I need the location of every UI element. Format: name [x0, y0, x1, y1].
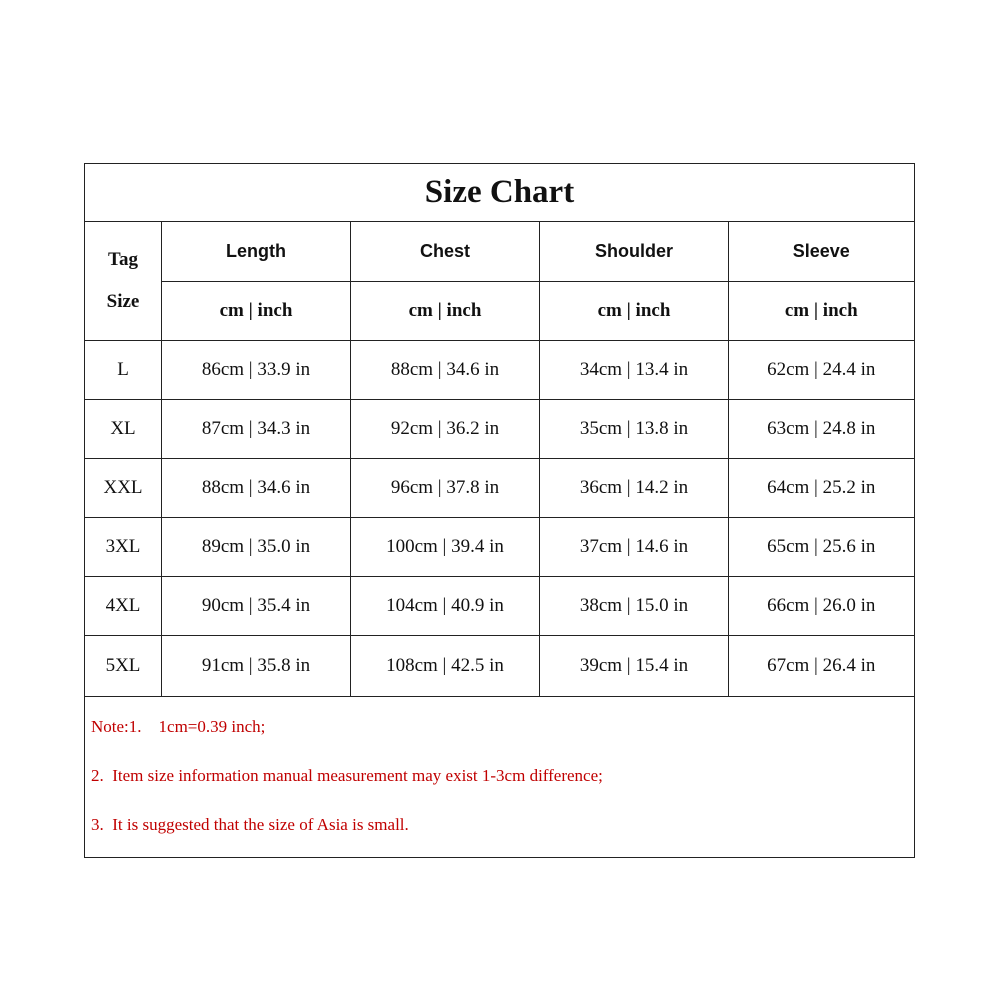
shoulder-value: 35cm | 13.8 in: [539, 399, 728, 458]
note-1: Note:1. 1cm=0.39 inch;: [91, 717, 266, 736]
unit-label-chest: cm | inch: [350, 281, 539, 340]
size-label: L: [85, 340, 161, 399]
sleeve-value: 64cm | 25.2 in: [728, 458, 914, 517]
chest-value: 96cm | 37.8 in: [350, 458, 539, 517]
unit-label-sleeve: cm | inch: [728, 281, 914, 340]
column-header-shoulder: Shoulder: [539, 222, 728, 281]
size-label: XL: [85, 399, 161, 458]
sleeve-value: 66cm | 26.0 in: [728, 576, 914, 635]
shoulder-value: 37cm | 14.6 in: [539, 517, 728, 576]
shoulder-value: 39cm | 15.4 in: [539, 635, 728, 696]
length-value: 86cm | 33.9 in: [161, 340, 350, 399]
size-label: 5XL: [85, 635, 161, 696]
note-2: 2. Item size information manual measurement may exist 1-3cm difference;: [91, 766, 603, 785]
tag-header-line1: Tag: [108, 249, 138, 270]
chest-value: 104cm | 40.9 in: [350, 576, 539, 635]
column-header-sleeve: Sleeve: [728, 222, 914, 281]
shoulder-value: 36cm | 14.2 in: [539, 458, 728, 517]
note-3: 3. It is suggested that the size of Asia is small.: [91, 815, 409, 834]
sleeve-value: 65cm | 25.6 in: [728, 517, 914, 576]
shoulder-value: 34cm | 13.4 in: [539, 340, 728, 399]
unit-label-shoulder: cm | inch: [539, 281, 728, 340]
length-value: 91cm | 35.8 in: [161, 635, 350, 696]
size-label: 3XL: [85, 517, 161, 576]
tag-header-line2: Size: [106, 291, 140, 312]
size-chart-table: [84, 163, 915, 858]
length-value: 87cm | 34.3 in: [161, 399, 350, 458]
chest-value: 108cm | 42.5 in: [350, 635, 539, 696]
size-label: 4XL: [85, 576, 161, 635]
size-grid: [85, 222, 914, 696]
sleeve-value: 67cm | 26.4 in: [728, 635, 914, 696]
length-value: 88cm | 34.6 in: [161, 458, 350, 517]
sleeve-value: 63cm | 24.8 in: [728, 399, 914, 458]
chest-value: 92cm | 36.2 in: [350, 399, 539, 458]
unit-label-length: cm | inch: [161, 281, 350, 340]
chest-value: 88cm | 34.6 in: [350, 340, 539, 399]
length-value: 90cm | 35.4 in: [161, 576, 350, 635]
notes-section: [85, 696, 914, 859]
chart-title: Size Chart: [85, 164, 914, 222]
sleeve-value: 62cm | 24.4 in: [728, 340, 914, 399]
column-header-length: Length: [161, 222, 350, 281]
size-label: XXL: [85, 458, 161, 517]
chest-value: 100cm | 39.4 in: [350, 517, 539, 576]
column-header-chest: Chest: [350, 222, 539, 281]
tag-size-header: [85, 222, 161, 340]
shoulder-value: 38cm | 15.0 in: [539, 576, 728, 635]
length-value: 89cm | 35.0 in: [161, 517, 350, 576]
